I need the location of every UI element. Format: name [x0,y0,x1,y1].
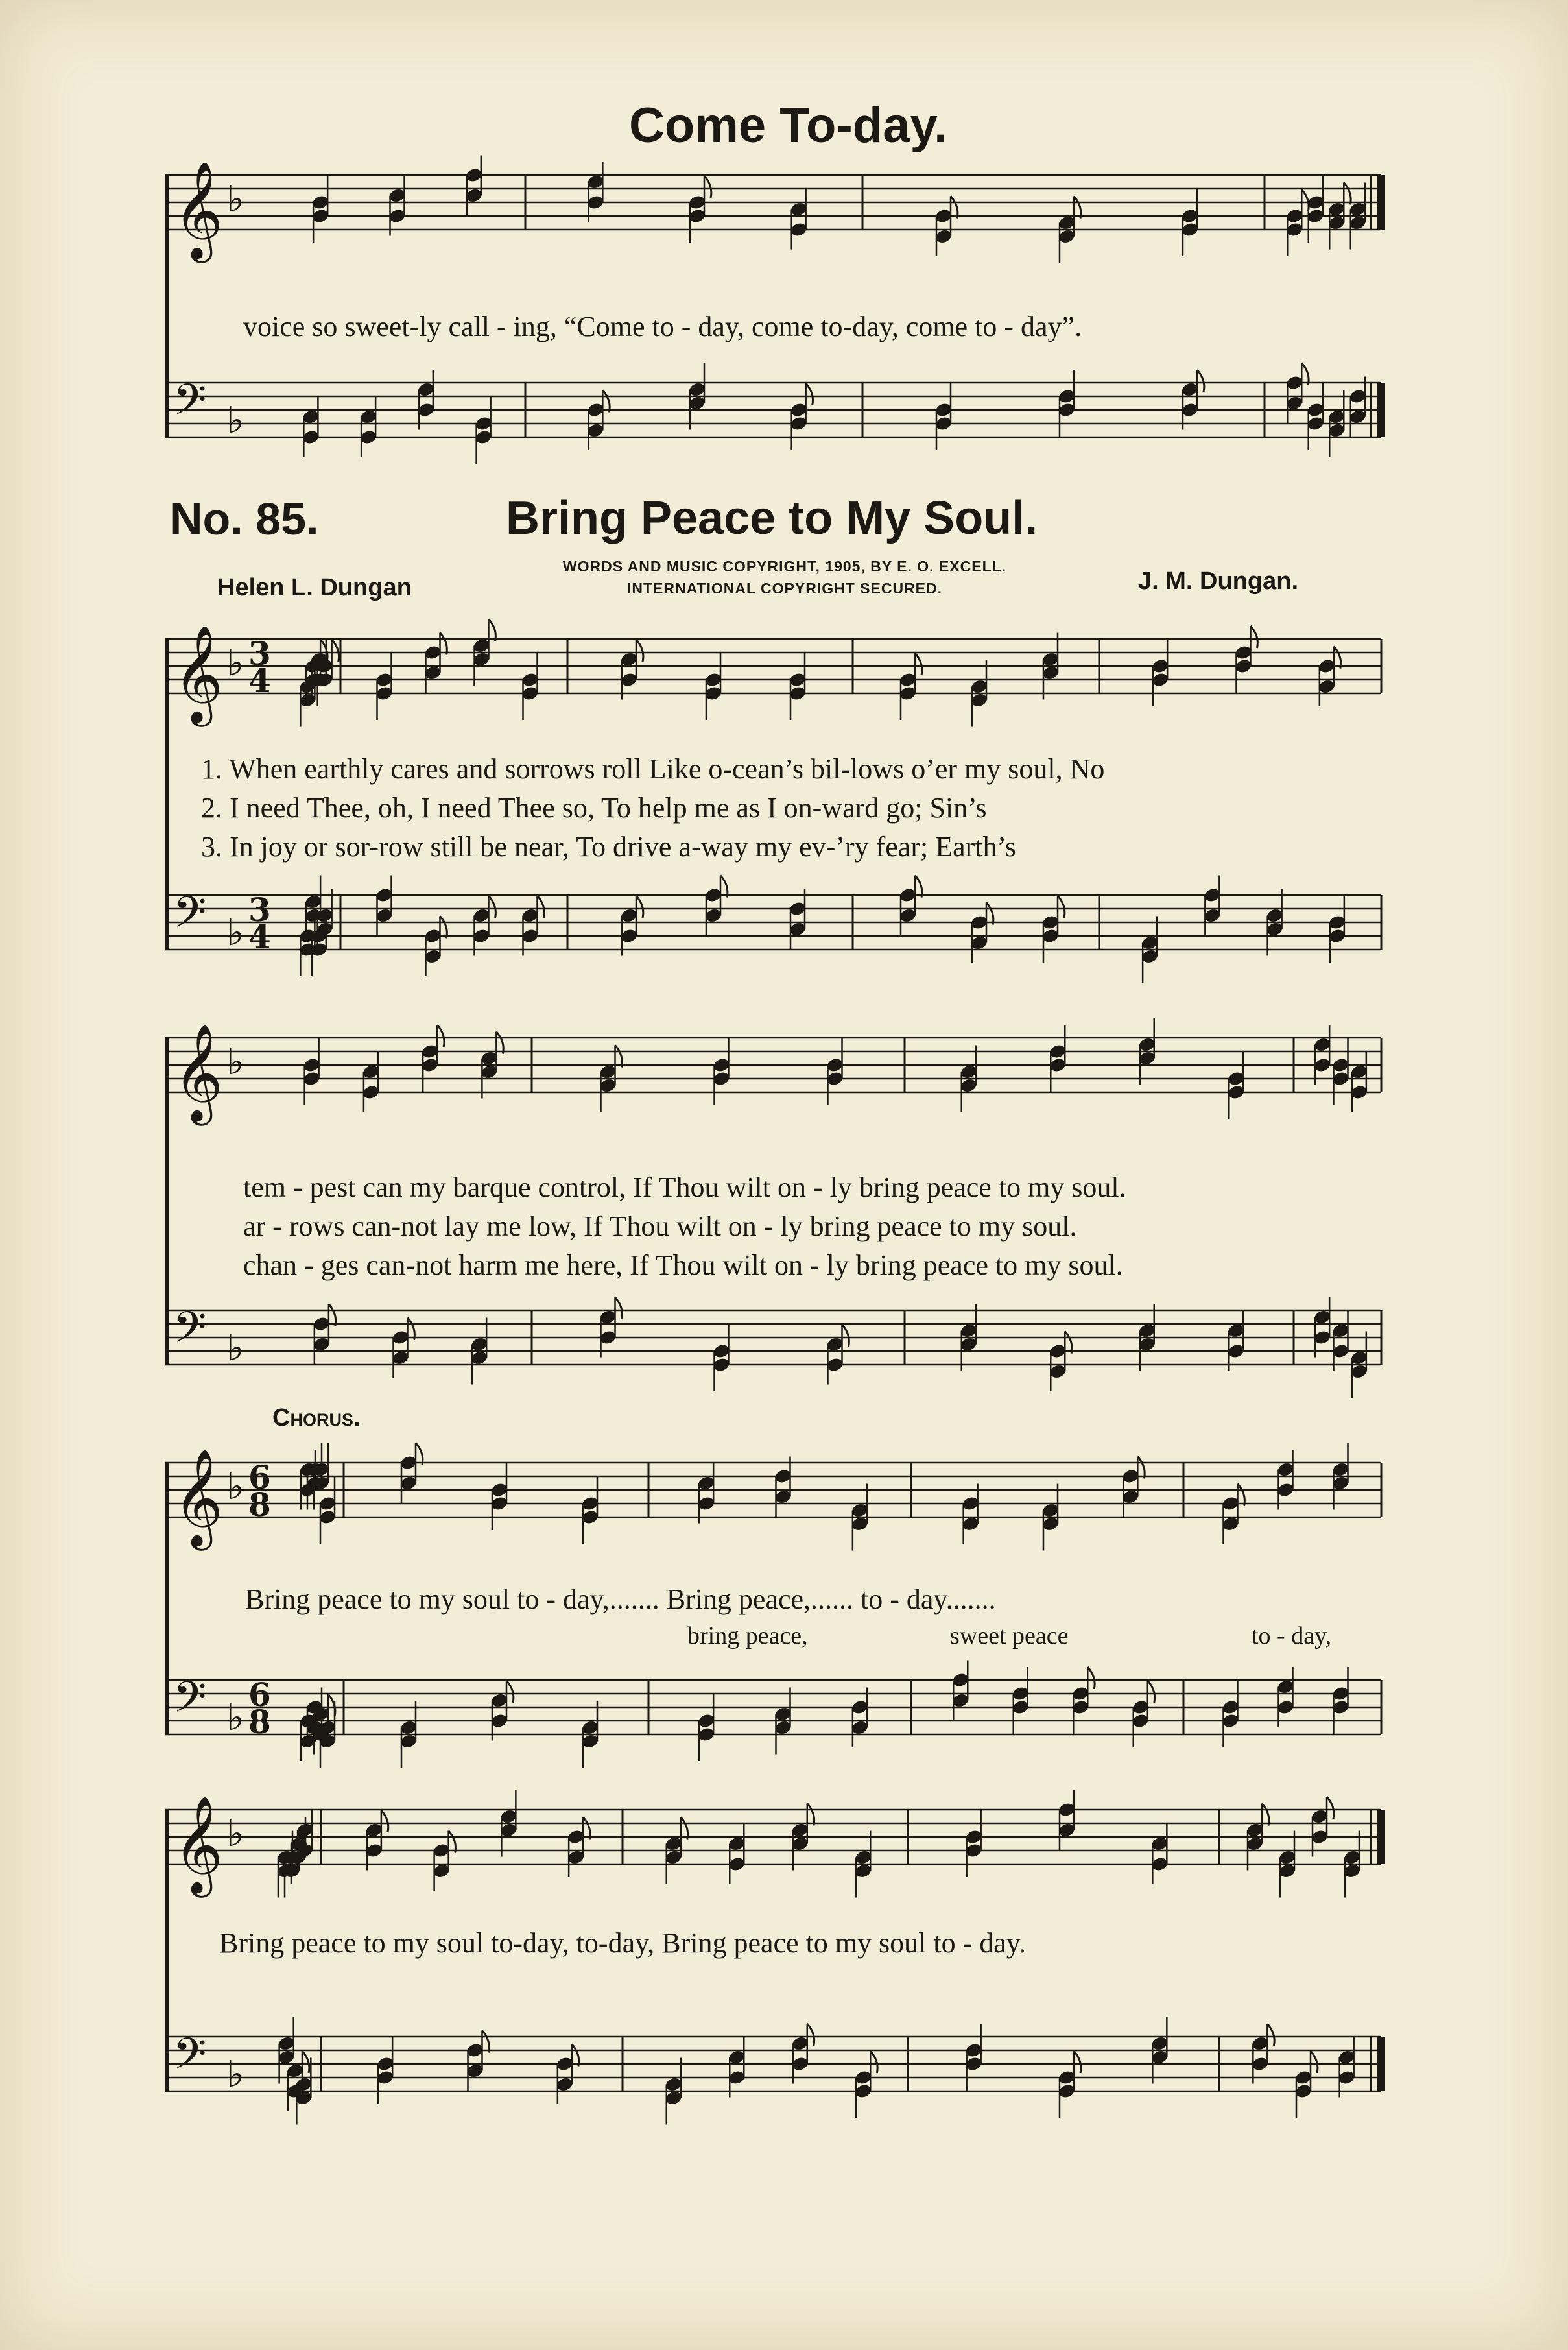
prev-song-title: Come To-day. [629,98,948,153]
bass-clef: 𝄢 [173,1302,207,1363]
note-flag [636,640,643,662]
note-flag [807,2024,814,2046]
note-flag [615,1046,623,1068]
copyright-notice [493,555,1076,599]
copyright-line-2: INTERNATIONAL COPYRIGHT SECURED. [626,580,943,597]
composer: J. M. Dungan. [1138,568,1298,595]
note-flag [416,1443,423,1465]
note-flag [1267,2024,1274,2046]
verse-cont-line-2: ar - rows can-not lay me low, If Thou wilt on - ly bring peace to my soul. [243,1210,1077,1242]
note-flag [489,896,496,918]
note-flag [1074,197,1081,219]
note-flag [440,917,447,939]
lyricist: Helen L. Dungan [217,574,412,601]
treble-clef: 𝄞 [173,1448,223,1546]
copyright-line-1: WORDS AND MUSIC COPYRIGHT, 1905, BY E. O. EXCELL. [562,558,1007,575]
note-flag [1087,1667,1095,1689]
chorus-alto-word-3: to - day, [1252,1622,1332,1649]
flat-key-signature: ♭ [227,1041,244,1083]
treble-clef: 𝄞 [173,160,223,259]
verse-line-1: 1. When earthly cares and sorrows roll Like o-cean’s bil-lows o’er my soul, No [201,753,1105,785]
note-flag [1238,1484,1245,1506]
verse-cont-line-3: chan - ges can-not harm me here, If Thou wilt on - ly bring peace to my soul. [243,1249,1123,1281]
song-number: No. 85. [170,494,319,544]
song-title: Bring Peace to My Soul. [506,492,1038,544]
flat-key-signature: ♭ [227,642,244,684]
time-signature-top: 6 [248,1458,271,1496]
treble-clef: 𝄞 [173,1023,223,1121]
note-flag [583,1817,590,1840]
note-flag [1058,896,1065,918]
prev-song-lyrics: voice so sweet-ly call - ing, “Come to - day, come to-day, come to - day”. [243,311,1082,342]
note-flag [720,876,728,898]
flat-key-signature: ♭ [227,400,244,442]
chorus-alto-word-1: bring peace, [687,1622,808,1649]
flat-key-signature: ♭ [227,1697,244,1739]
bass-clef: 𝄢 [173,887,207,948]
time-signature-bottom: 8 [248,1485,271,1524]
time-signature-bottom: 8 [248,1703,271,1741]
flat-key-signature: ♭ [227,1327,244,1369]
flat-key-signature: ♭ [227,1466,244,1508]
note-flag [408,1318,415,1340]
note-flag [496,1032,503,1054]
note-flag [806,383,813,405]
flat-key-signature: ♭ [227,1813,244,1855]
bass-clef: 𝄢 [173,1672,207,1733]
note-flag [332,640,339,662]
time-signature-bottom: 4 [248,662,271,700]
note-flag [440,633,447,655]
note-flag [951,197,958,219]
note-flag [1065,1332,1072,1354]
time-signature-bottom: 4 [248,918,271,956]
bass-clef: 𝄢 [173,2029,207,2089]
note-flag [302,2051,309,2073]
note-flag [615,1297,623,1319]
note-flag [437,1025,444,1047]
flat-key-signature: ♭ [227,2054,244,2096]
note-flag [1074,2051,1081,2073]
note-flag [1301,363,1309,385]
note-flag [1262,1804,1269,1826]
flat-key-signature: ♭ [227,178,244,221]
note-flag [1334,647,1341,669]
treble-clef: 𝄞 [173,624,223,723]
treble-clef: 𝄞 [173,1795,223,1893]
note-flag [506,1681,514,1703]
note-flag [636,896,643,918]
note-flag [842,1325,849,1347]
note-flag [1327,1797,1334,1819]
time-signature-top: 3 [248,634,271,673]
chorus-line-1: Bring peace to my soul to - day,....... Bring peace,...... to - day....... [245,1583,996,1615]
note-flag [381,1810,388,1832]
note-flag [1197,370,1204,392]
note-flag [870,2051,877,2073]
flat-key-signature: ♭ [227,912,244,954]
note-flag [1148,1681,1155,1703]
verse-line-2: 2. I need Thee, oh, I need Thee so, To help me as I on-ward go; Sin’s [201,792,987,824]
note-flag [329,1304,336,1326]
note-flag [602,390,610,413]
note-flag [1311,2051,1318,2073]
note-flag [482,2031,490,2053]
time-signature-top: 3 [248,891,271,929]
note-flag [704,176,711,198]
note-flag [1137,1457,1145,1479]
note-flag [915,876,922,898]
note-flag [915,653,922,675]
note-flag [538,896,545,918]
note-flag [1251,626,1258,648]
note-flag [572,2044,579,2067]
chorus-line-2: Bring peace to my soul to-day, to-day, Bring peace to my soul to - day. [219,1927,1026,1959]
note-flag [1344,183,1351,205]
bass-clef: 𝄢 [173,375,207,435]
chorus-alto-word-2: sweet peace [950,1622,1069,1649]
note-flag [986,903,993,925]
note-flag [489,619,496,641]
note-flag [807,1804,814,1826]
time-signature-top: 6 [248,1675,271,1714]
verse-line-3: 3. In joy or sor-row still be near, To drive a-way my ev-’ry fear; Earth’s [201,831,1016,863]
note-flag [681,1817,688,1840]
chorus-label: Chorus. [272,1404,361,1432]
verse-cont-line-1: tem - pest can my barque control, If Thou wilt on - ly bring peace to my soul. [243,1171,1126,1203]
note-flag [449,1831,456,1853]
